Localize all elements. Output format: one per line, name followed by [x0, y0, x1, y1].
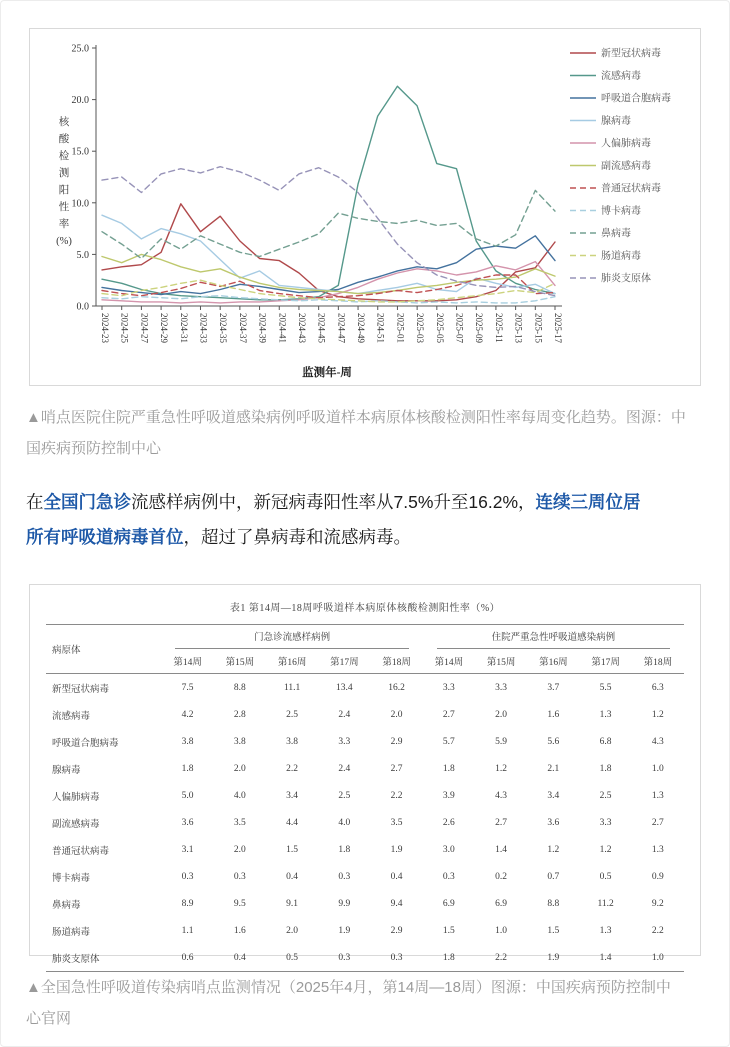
y-tick-label: 25.0 [71, 43, 89, 55]
legend-item: 流感病毒 [601, 71, 641, 82]
value-cell: 1.8 [599, 763, 612, 774]
x-tick-label: 2025-09 [474, 313, 485, 343]
figure1-caption [26, 402, 704, 464]
value-cell: 1.6 [547, 709, 560, 720]
value-cell: 9.5 [233, 898, 246, 909]
value-cell: 1.2 [547, 844, 560, 855]
x-tick-label: 2025-17 [553, 313, 563, 343]
value-cell: 5.7 [442, 736, 455, 747]
value-cell: 6.9 [495, 898, 508, 909]
value-cell: 3.4 [547, 790, 560, 801]
x-tick-label: 2024-47 [336, 313, 347, 343]
y-axis-title: (%) [56, 236, 72, 247]
value-cell: 1.0 [651, 763, 664, 774]
value-cell: 1.3 [651, 790, 664, 801]
data-table [46, 624, 684, 972]
x-tick-label: 2025-11 [493, 313, 504, 343]
table-row [46, 674, 684, 702]
value-cell: 1.2 [651, 709, 664, 720]
pathogen-cell: 人偏肺病毒 [52, 792, 100, 803]
paragraph-line [26, 485, 704, 520]
legend-item: 普通冠状病毒 [601, 183, 661, 195]
value-cell: 2.5 [286, 709, 299, 720]
value-cell: 5.9 [495, 736, 508, 747]
value-cell: 4.0 [338, 817, 351, 828]
value-cell: 1.9 [390, 844, 403, 855]
value-cell: 1.8 [338, 844, 351, 855]
value-cell: 0.5 [266, 944, 318, 972]
legend-item: 呼吸道合胞病毒 [601, 93, 671, 105]
value-cell: 3.8 [181, 736, 194, 747]
value-cell: 1.8 [442, 763, 455, 774]
value-cell: 1.4 [495, 844, 508, 855]
y-tick-label: 15.0 [71, 146, 89, 158]
value-cell: 3.4 [286, 790, 299, 801]
table-row [46, 944, 684, 972]
value-cell: 1.5 [547, 925, 560, 936]
y-tick-label: 0.0 [76, 301, 89, 313]
value-cell: 1.2 [495, 763, 508, 774]
value-cell: 2.4 [338, 763, 351, 774]
emphasis-text: 所有呼吸道病毒首位 [26, 527, 184, 547]
legend-item: 肠道病毒 [601, 251, 641, 262]
value-cell: 4.2 [181, 709, 194, 720]
value-cell: 0.3 [233, 871, 246, 882]
x-tick-label: 2024-35 [218, 313, 229, 343]
table-header [46, 625, 684, 674]
y-axis-title: 测 [58, 168, 70, 179]
value-cell: 2.7 [390, 763, 403, 774]
x-tick-label: 2024-41 [277, 313, 288, 343]
pathogen-cell: 腺病毒 [52, 765, 81, 776]
value-cell: 3.0 [442, 844, 455, 855]
x-tick-label: 2025-03 [415, 313, 426, 343]
value-cell: 2.7 [442, 709, 455, 720]
value-cell: 1.9 [527, 944, 579, 972]
x-tick-label: 2024-23 [100, 313, 110, 343]
pathogen-cell: 副流感病毒 [52, 819, 100, 830]
pathogen-cell: 肠道病毒 [52, 927, 91, 938]
caption-line: 国疾病预防控制中心 [26, 440, 162, 457]
table-row [46, 890, 684, 917]
value-cell: 3.6 [181, 817, 194, 828]
table-row [46, 755, 684, 782]
series-line [102, 236, 555, 295]
value-cell: 5.5 [599, 682, 612, 693]
table-row [46, 836, 684, 863]
x-tick-label: 2024-25 [119, 313, 130, 343]
series-line [102, 204, 555, 301]
week-header: 第18周 [370, 649, 422, 674]
value-cell: 1.8 [423, 944, 475, 972]
emphasis-text: 全国门急诊 [43, 492, 131, 512]
value-cell: 4.4 [286, 817, 299, 828]
value-cell: 3.3 [442, 682, 455, 693]
value-cell: 3.1 [181, 844, 194, 855]
legend-item: 副流感病毒 [601, 161, 651, 172]
pathogen-cell: 流感病毒 [52, 711, 91, 722]
value-cell: 13.4 [336, 682, 353, 693]
value-cell: 7.5 [181, 682, 194, 693]
value-cell: 9.1 [286, 898, 299, 909]
value-cell: 0.4 [390, 871, 403, 882]
value-cell: 9.2 [651, 898, 664, 909]
value-cell: 8.9 [181, 898, 194, 909]
y-axis-title: 性 [58, 202, 70, 213]
value-cell: 16.2 [388, 682, 405, 693]
x-tick-label: 2025-15 [533, 313, 544, 343]
value-cell: 0.3 [181, 871, 194, 882]
x-tick-label: 2024-33 [198, 313, 209, 343]
y-axis-title: 阳 [58, 185, 70, 196]
value-cell: 0.3 [370, 944, 422, 972]
y-axis-title: 检 [58, 151, 70, 162]
value-cell: 2.2 [286, 763, 299, 774]
value-cell: 11.1 [283, 682, 301, 693]
x-tick-label: 2025-07 [454, 313, 465, 343]
legend-item: 腺病毒 [601, 116, 631, 127]
value-cell: 3.5 [233, 817, 246, 828]
value-cell: 2.0 [233, 763, 246, 774]
body-text: 在 [26, 492, 44, 512]
value-cell: 8.8 [233, 682, 246, 693]
value-cell: 0.3 [338, 871, 351, 882]
value-cell: 2.0 [390, 709, 403, 720]
value-cell: 1.8 [181, 763, 194, 774]
value-cell: 2.8 [233, 709, 246, 720]
pathogen-cell: 新型冠状病毒 [52, 684, 110, 695]
week-header: 第15周 [475, 649, 527, 674]
value-cell: 9.9 [338, 898, 351, 909]
x-tick-label: 2025-05 [434, 313, 445, 343]
value-cell: 3.5 [390, 817, 403, 828]
value-cell: 3.6 [547, 817, 560, 828]
x-tick-label: 2024-49 [356, 313, 367, 343]
legend-item: 肺炎支原体 [601, 273, 651, 285]
pathogen-cell: 博卡病毒 [52, 873, 91, 884]
value-cell: 0.4 [286, 871, 299, 882]
table-row [46, 917, 684, 944]
value-cell: 3.3 [338, 736, 351, 747]
table-row [46, 701, 684, 728]
x-tick-label: 2024-45 [316, 313, 327, 343]
y-axis-title: 率 [58, 219, 70, 230]
y-tick-label: 10.0 [71, 198, 89, 210]
x-tick-label: 2024-29 [159, 313, 170, 343]
value-cell: 3.7 [547, 682, 560, 693]
line-chart [30, 29, 700, 385]
value-cell: 2.2 [651, 925, 664, 936]
value-cell: 6.8 [599, 736, 612, 747]
table-panel [29, 584, 701, 965]
table-title: 表1 第14周—18周呼吸道样本病原体核酸检测阳性率（%） [229, 603, 501, 614]
value-cell: 1.0 [495, 925, 508, 936]
value-cell: 0.3 [318, 944, 370, 972]
value-cell: 0.4 [214, 944, 266, 972]
x-axis-title: 监测年-周 [302, 367, 352, 379]
value-cell: 2.9 [390, 736, 403, 747]
value-cell: 3.8 [233, 736, 246, 747]
inpatient-group-header: 住院严重急性呼吸道感染病例 [423, 625, 684, 650]
value-cell: 2.0 [286, 925, 299, 936]
pathogen-cell: 呼吸道合胞病毒 [52, 738, 119, 749]
article-paragraph [26, 485, 704, 555]
table-row [46, 809, 684, 836]
week-header: 第16周 [527, 649, 579, 674]
value-cell: 6.9 [442, 898, 455, 909]
value-cell: 1.4 [579, 944, 631, 972]
value-cell: 2.2 [475, 944, 527, 972]
value-cell: 0.6 [161, 944, 213, 972]
week-header: 第14周 [423, 649, 475, 674]
value-cell: 2.5 [599, 790, 612, 801]
x-tick-label: 2024-37 [237, 313, 248, 343]
value-cell: 2.9 [390, 925, 403, 936]
pathogen-cell: 肺炎支原体 [46, 944, 161, 972]
value-cell: 8.8 [547, 898, 560, 909]
value-cell: 3.9 [442, 790, 455, 801]
legend-item: 鼻病毒 [601, 228, 631, 240]
week-header: 第15周 [214, 649, 266, 674]
week-header: 第18周 [632, 649, 684, 674]
value-cell: 1.3 [599, 709, 612, 720]
chart-panel [29, 28, 701, 386]
body-text: 流感样病例中，新冠病毒阳性率从7.5%升至16.2%， [131, 492, 536, 512]
pathogen-cell: 普通冠状病毒 [52, 846, 110, 857]
value-cell: 3.3 [599, 817, 612, 828]
week-header: 第16周 [266, 649, 318, 674]
x-tick-label: 2024-39 [257, 313, 268, 343]
series-line [102, 190, 555, 258]
value-cell: 1.9 [338, 925, 351, 936]
y-axis-title: 酸 [58, 134, 70, 145]
value-cell: 2.1 [547, 763, 560, 774]
value-cell: 2.7 [495, 817, 508, 828]
value-cell: 4.0 [233, 790, 246, 801]
x-tick-label: 2025-13 [513, 313, 524, 343]
table-row [46, 728, 684, 755]
legend-item: 人偏肺病毒 [601, 138, 651, 150]
value-cell: 1.3 [651, 844, 664, 855]
x-tick-label: 2025-01 [395, 313, 406, 343]
legend-item: 新型冠状病毒 [601, 48, 661, 60]
caption-line: 心官网 [26, 1010, 72, 1027]
series-line [102, 254, 555, 293]
paragraph-line [26, 520, 704, 555]
value-cell: 1.2 [599, 844, 612, 855]
table-row [46, 782, 684, 809]
value-cell: 0.5 [599, 871, 612, 882]
series-line [102, 215, 555, 293]
value-cell: 5.6 [547, 736, 560, 747]
value-cell: 2.4 [338, 709, 351, 720]
y-tick-label: 5.0 [76, 249, 89, 261]
pathogen-cell: 鼻病毒 [52, 900, 81, 911]
value-cell: 6.3 [651, 682, 664, 693]
value-cell: 4.3 [651, 736, 664, 747]
value-cell: 1.3 [599, 925, 612, 936]
value-cell: 2.2 [390, 790, 403, 801]
series-line [102, 86, 555, 300]
value-cell: 0.9 [651, 871, 664, 882]
value-cell: 0.2 [495, 871, 508, 882]
y-axis-title: 核 [58, 117, 70, 128]
emphasis-text: 连续三周位居 [535, 492, 641, 512]
value-cell: 1.6 [233, 925, 246, 936]
value-cell: 3.3 [495, 682, 508, 693]
pathogen-column-header: 病原体 [46, 625, 161, 674]
table-row [46, 863, 684, 890]
value-cell: 2.0 [233, 844, 246, 855]
week-header: 第14周 [161, 649, 213, 674]
caption-line: ▲全国急性呼吸道传染病哨点监测情况（2025年4月，第14周—18周）图源：中国疾病预防控制中 [26, 979, 671, 996]
value-cell: 1.5 [286, 844, 299, 855]
figure2-caption [26, 972, 704, 1034]
x-tick-label: 2024-27 [139, 313, 150, 343]
x-tick-label: 2024-43 [296, 313, 307, 343]
legend-item: 博卡病毒 [601, 206, 641, 217]
caption-line: ▲哨点医院住院严重急性呼吸道感染病例呼吸道样本病原体核酸检测阳性率每周变化趋势。图源：中 [26, 409, 686, 426]
value-cell: 2.0 [495, 709, 508, 720]
value-cell: 2.6 [442, 817, 455, 828]
value-cell: 0.7 [547, 871, 560, 882]
x-tick-label: 2024-31 [178, 313, 189, 343]
value-cell: 4.3 [495, 790, 508, 801]
value-cell: 1.5 [442, 925, 455, 936]
value-cell: 11.2 [597, 898, 614, 909]
value-cell: 1.1 [181, 925, 194, 936]
value-cell: 9.4 [390, 898, 403, 909]
value-cell: 1.0 [632, 944, 684, 972]
value-cell: 5.0 [181, 790, 194, 801]
week-header: 第17周 [579, 649, 631, 674]
value-cell: 2.7 [651, 817, 664, 828]
body-text: ，超过了鼻病毒和流感病毒。 [183, 527, 411, 547]
value-cell: 3.8 [286, 736, 299, 747]
x-tick-label: 2024-51 [375, 313, 386, 343]
outpatient-group-header: 门急诊流感样病例 [161, 625, 422, 650]
week-header: 第17周 [318, 649, 370, 674]
y-tick-label: 20.0 [71, 95, 89, 107]
value-cell: 0.3 [442, 871, 455, 882]
value-cell: 2.5 [338, 790, 351, 801]
